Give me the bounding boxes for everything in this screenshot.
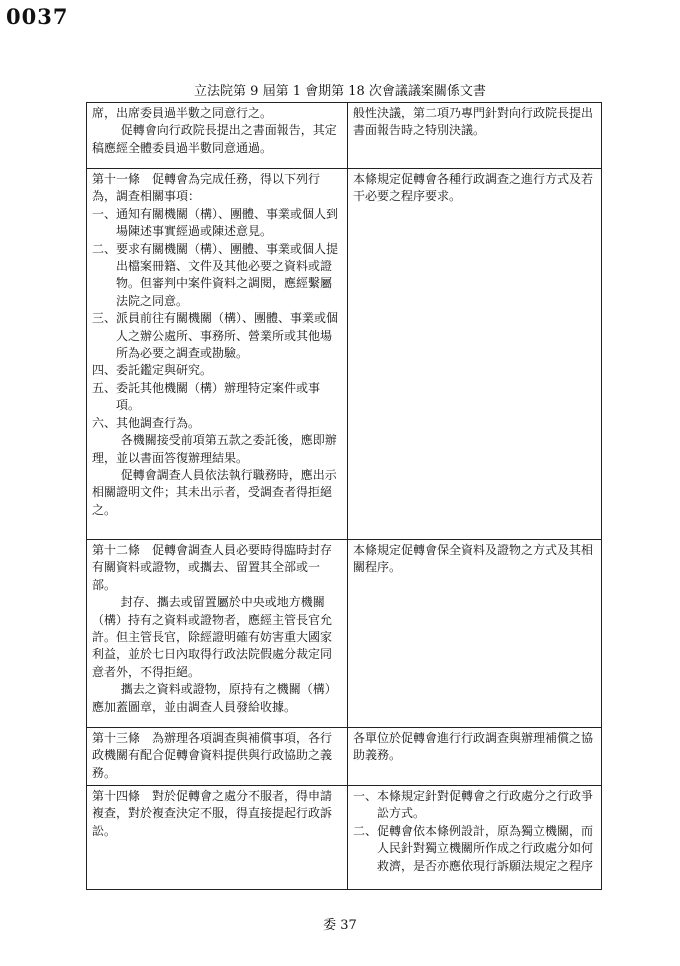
list-item: 二、要求有關機關（構）、團體、事業或個人提出檔案冊籍、文件及其他必要之資料或證物。但審判中案件資料之調閱，應經繫屬法院之同意。 <box>92 241 339 308</box>
table-row <box>87 728 602 786</box>
article-text <box>87 103 348 169</box>
table-row <box>87 169 602 540</box>
list-item: 六、其他調查行為。 <box>92 415 201 430</box>
paragraph: 封存、攜去或留置屬於中央或地方機關（構）持有之資料或證物者，應經主管長官允許。但主管長官，除經證明確有妨害重大國家利益，並於七日內取得行政法院假處分裁定同意者外，不得拒絕。 <box>92 595 333 679</box>
paragraph: 般性決議，第二項乃專門針對向行政院長提出書面報告時之特別決議。 <box>353 106 594 138</box>
article-heading: 第十二條 促轉會調查人員必要時得臨時封存有關資料或證物，或攜去、留置其全部或一部。 <box>92 543 333 592</box>
paragraph: 席，出席委員過半數之同意行之。 <box>92 106 273 120</box>
table-row <box>87 103 602 169</box>
explanation-text <box>348 728 602 786</box>
explanation-text <box>348 169 602 540</box>
paragraph: 促轉會調查人員依法執行職務時，應出示相關證明文件；其未出示者，受調查者得拒絕之。 <box>92 467 337 517</box>
list-item: 一、本條規定針對促轉會之行政處分之行政爭訟方式。 <box>353 789 594 821</box>
list-item: 四、委託鑑定與研究。 <box>92 363 213 378</box>
paragraph: 攜去之資料或證物，原持有之機關（構）應加蓋圖章，並由調查人員發給收據。 <box>92 682 337 714</box>
paragraph: 促轉會向行政院長提出之書面報告，其定稿應經全體委員過半數同意通過。 <box>92 123 337 155</box>
article-text <box>87 540 348 728</box>
explanation-text <box>348 540 602 728</box>
paragraph: 本條規定促轉會保全資料及證物之方式及其相關程序。 <box>353 543 594 575</box>
page-number: 0037 <box>6 4 69 29</box>
article-heading: 第十一條 促轉會為完成任務，得以下列行為，調查相關事項： <box>92 172 321 204</box>
list-item: 五、委託其他機關（構）辦理特定案件或事項。 <box>92 380 321 413</box>
table-row <box>87 786 602 890</box>
explanation-text <box>348 103 602 169</box>
explanation-text <box>348 786 602 890</box>
article-text <box>87 728 348 786</box>
provisions-table <box>86 102 602 890</box>
document-header: 立法院第 9 屆第 1 會期第 18 次會議議案關係文書 <box>194 84 486 99</box>
paragraph: 本條規定促轉會各種行政調查之進行方式及若干必要之程序要求。 <box>353 172 594 204</box>
list-item: 三、派員前往有關機關（構）、團體、事業或個人之辦公處所、事務所、營業所或其他場所為必要之調查或勘驗。 <box>92 311 339 361</box>
paragraph: 各單位於促轉會進行行政調查與辦理補償之協助義務。 <box>353 731 594 763</box>
article-text <box>87 169 348 540</box>
page-footer: 委 37 <box>323 918 357 933</box>
article-heading: 第十四條 對於促轉會之處分不服者，得申請複查，對於複查決定不服，得直接提起行政訴訟。 <box>92 789 333 838</box>
article-heading: 第十三條 為辦理各項調查與補償事項，各行政機關有配合促轉會資料提供與行政協助之義務。 <box>92 731 333 780</box>
list-item: 一、通知有關機關（構）、團體、事業或個人到場陳述事實經過或陳述意見。 <box>92 206 339 239</box>
list-item: 二、促轉會依本條例設計，原為獨立機關，而人民針對獨立機關所作成之行政處分如何救濟，是否亦應依現行訴願法規定之程序 <box>353 823 594 873</box>
paragraph: 各機關接受前項第五款之委託後，應即辦理，並以書面答復辦理結果。 <box>92 433 337 465</box>
table-row <box>87 540 602 728</box>
article-text <box>87 786 348 890</box>
